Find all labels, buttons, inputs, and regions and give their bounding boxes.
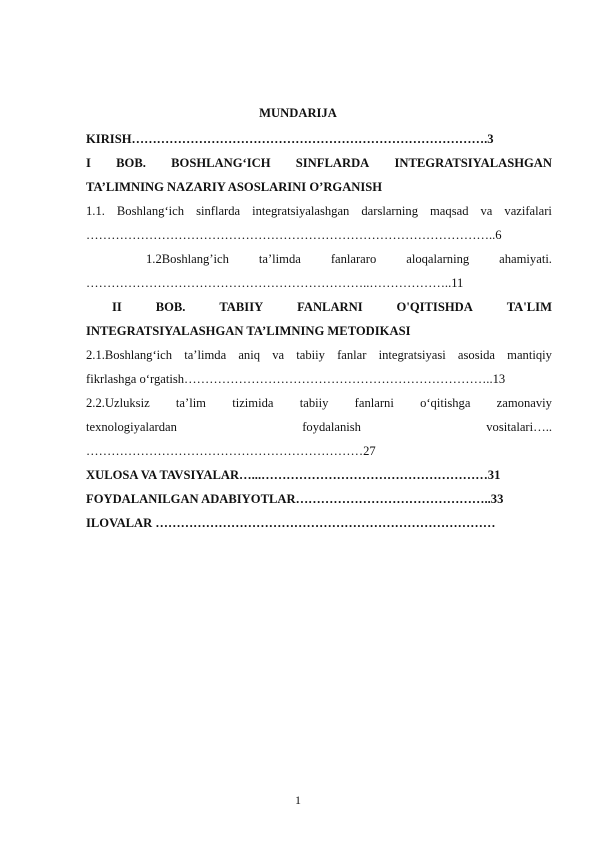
toc-entry-xulosa: XULOSA VA TAVSIYALAR…...………………………………………………31	[86, 468, 501, 482]
word: ta’limda	[184, 348, 227, 362]
toc-heading: MUNDARIJA	[259, 106, 337, 120]
toc-entry-section-2-2-page: …………………………………………………………27	[86, 444, 376, 458]
toc-entry-section-2-1	[86, 347, 552, 363]
toc-entry-ilovalar: ILOVALAR ………………………………………………………………………	[86, 516, 496, 530]
word: vositalari…..	[486, 420, 552, 434]
word: va	[480, 204, 493, 218]
word: 1.2Boshlang’ich	[146, 252, 229, 266]
word: o‘qitishga	[420, 396, 471, 410]
word: vazifalari	[504, 204, 552, 218]
toc-entry-chapter-2	[112, 299, 552, 315]
word: 2.1.Boshlang‘ich	[86, 348, 173, 362]
word: Boshlang‘ich	[116, 204, 185, 218]
toc-entry-section-1-1-page: ……………………………………………………………………………………..6	[86, 228, 502, 242]
toc-entry-section-1-2-page: …………………………………………………………..………………..11	[86, 276, 464, 290]
word: aniq	[238, 348, 261, 362]
word: ta’limda	[258, 252, 301, 266]
word: 1.1.	[86, 204, 105, 218]
word: tabiiy	[296, 348, 325, 362]
word: INTEGRATSIYALASHGAN	[394, 156, 552, 170]
word: mantiqiy	[507, 348, 552, 362]
word: TA'LIM	[506, 300, 552, 314]
word: I	[86, 156, 91, 170]
word: tizimida	[232, 396, 274, 410]
word: FANLARNI	[297, 300, 363, 314]
word: zamonaviy	[496, 396, 552, 410]
word: darslarning	[361, 204, 419, 218]
toc-entry-section-1-1	[86, 203, 552, 219]
word: BOB.	[116, 156, 146, 170]
word: integratsiyalashgan	[252, 204, 350, 218]
toc-entry-section-2-2	[86, 395, 552, 411]
word: II	[112, 300, 122, 314]
word: ta’lim	[175, 396, 206, 410]
word: maqsad	[430, 204, 469, 218]
toc-entry-chapter-2-cont: INTEGRATSIYALASHGAN TA’LIMNING METODIKASI	[86, 324, 411, 338]
word: TABIIY	[219, 300, 264, 314]
word: aloqalarning	[406, 252, 470, 266]
word: texnologiyalardan	[86, 420, 177, 434]
toc-entry-adabiyotlar: FOYDALANILGAN ADABIYOTLAR………………………………………..33	[86, 492, 504, 506]
toc-entry-chapter-1-cont: TA’LIMNING NAZARIY ASOSLARINI O’RGANISH	[86, 180, 383, 194]
toc-entry-section-1-2	[146, 251, 552, 267]
word: va	[272, 348, 285, 362]
word: ahamiyati.	[499, 252, 552, 266]
word: O'QITISHDA	[396, 300, 473, 314]
word: sinflarda	[196, 204, 241, 218]
word: foydalanish	[302, 420, 361, 434]
word: integratsiyasi	[378, 348, 446, 362]
word: BOB.	[155, 300, 186, 314]
word: asosida	[457, 348, 495, 362]
toc-entry-section-2-1-page: fikrlashga o‘rgatish………………………………………………………………..13	[86, 372, 506, 386]
word: tabiiy	[299, 396, 329, 410]
toc-entry-kirish: KIRISH………………………………………………………………………….3	[86, 132, 494, 146]
word: fanlarni	[354, 396, 394, 410]
word: fanlar	[337, 348, 367, 362]
word: SINFLARDA	[295, 156, 370, 170]
toc-entry-section-2-2-cont	[86, 419, 552, 435]
word: 2.2.Uzluksiz	[86, 396, 150, 410]
word: BOSHLANG‘ICH	[171, 156, 271, 170]
page-number: 1	[295, 793, 301, 807]
word: fanlararo	[330, 252, 377, 266]
toc-entry-chapter-1	[86, 155, 552, 171]
